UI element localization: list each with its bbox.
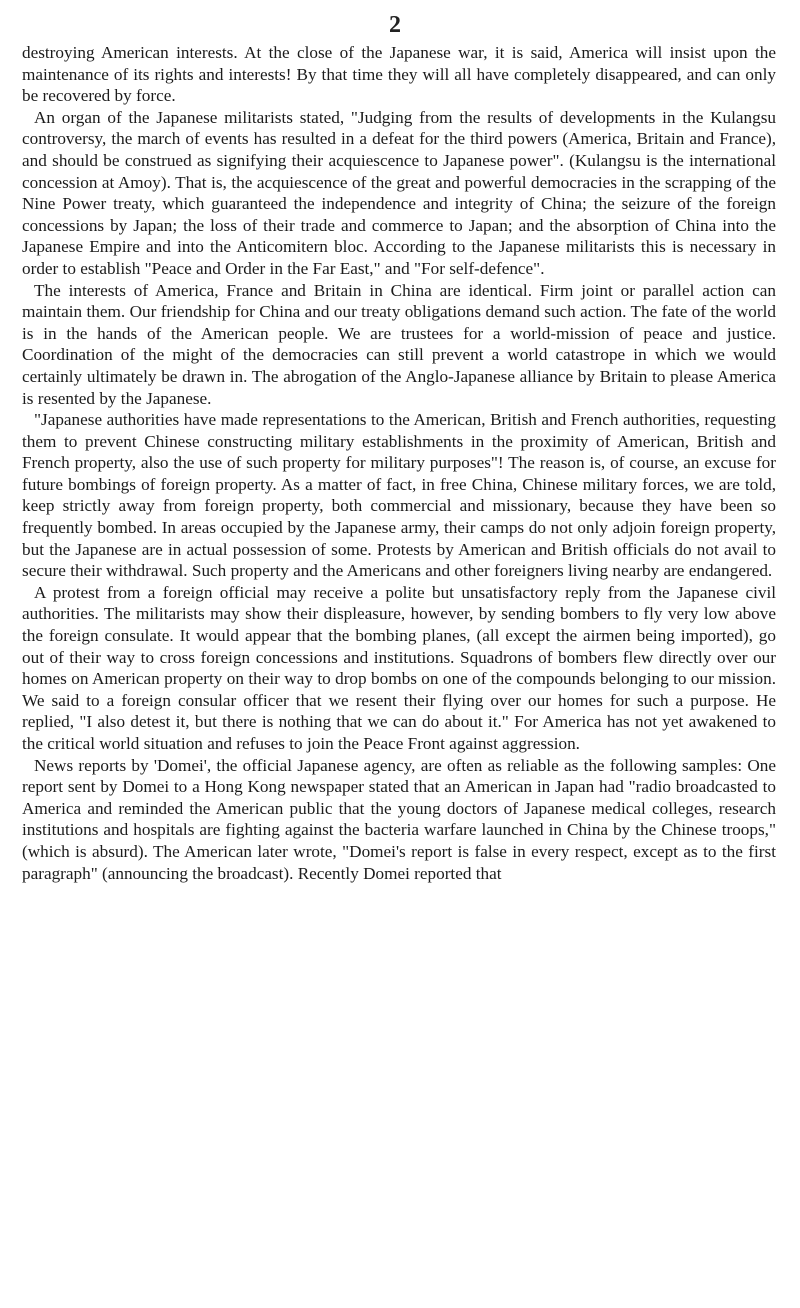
paragraph: "Japanese authorities have made representations to the American, British and French authorities, requesting them to prevent Chinese constructing military establishments in the proximity of American, British and French property, also the use of such property for military purposes"! The reason is, of course, an excuse for future bombings of foreign property. As a matter of fact, in free China, Chinese military forces, we are told, keep strictly away from foreign property, both commercial and missionary, because they have been so frequently bombed. In areas occupied by the Japanese army, their camps do not only adjoin foreign property, but the Japanese are in actual possession of some. Protests by American and British officials do not avail to secure their withdrawal. Such property and the Americans and other foreigners living nearby are endangered. <box>22 410 776 581</box>
paragraph: An organ of the Japanese militarists stated, "Judging from the results of developments in the Kulangsu controversy, the march of events has resulted in a defeat for the third powers (America, Britain and France), and should be construed as signifying their acquiescence to Japanese power". (Kulangsu is the international concession at Amoy). That is, the acquiescence of the great and powerful democracies in the scrapping of the Nine Power treaty, which guaranteed the independence and integrity of China; the seizure of the foreign concessions by Japan; the loss of their trade and commerce to Japan; and the absorption of China into the Japanese Empire and into the Anticomitern bloc. According to the Japanese militarists this is necessary in order to establish "Peace and Order in the Far East," and "For self-defence". <box>22 107 776 278</box>
paragraph: The interests of America, France and Britain in China are identical. Firm joint or parallel action can maintain them. Our friendship for China and our treaty obligations demand such action. The fate of the world is in the hands of the American people. We are trustees for a world-mission of peace and justice. Coordination of the might of the democracies can still prevent a world catastrope in which we would certainly ultimately be drawn in. The abrogation of the Anglo-Japanese alliance by Britain to please America is resented by the Japanese. <box>22 280 776 408</box>
paragraph: destroying American interests. At the close of the Japanese war, it is said, America will insist upon the maintenance of its rights and interests! By that time they will all have completely disappeared, and can only be recovered by force. <box>22 43 776 106</box>
page-number: 2 <box>389 12 402 38</box>
paragraph: A protest from a foreign official may receive a polite but unsatisfactory reply from the Japanese civil authorities. The militarists may show their displeasure, however, by sending bombers to fly very low above the foreign consulate. It would appear that the bombing planes, (all except the airmen being imported), go out of their way to cross foreign concessions and institutions. Squadrons of bombers flew directly over our homes on American property on their way to drop bombs on one of the compounds belonging to our mission. We said to a foreign consular officer that we resent their flying over our homes for such a purpose. He replied, "I also detest it, but there is nothing that we can do about it." For America has not yet awakened to the critical world situation and refuses to join the Peace Front against aggression. <box>22 582 776 753</box>
body-text <box>22 42 776 884</box>
paragraph: News reports by 'Domei', the official Japanese agency, are often as reliable as the following samples: One report sent by Domei to a Hong Kong newspaper stated that an American in Japan had "radio broadcasted to America and reminded the American public that the young doctors of Japanese medical colleges, research institutions and hospitals are fighting against the bacteria warfare launched in China by the Chinese troops," (which is absurd). The American later wrote, "Domei's report is false in every respect, except as to the first paragraph" (announcing the broadcast). Recently Domei reported that <box>22 755 776 883</box>
document-page <box>22 0 776 1308</box>
